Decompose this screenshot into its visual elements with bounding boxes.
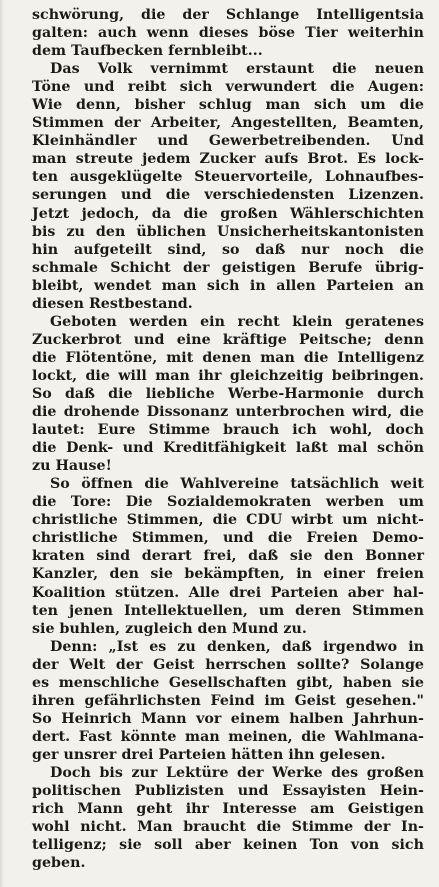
article-line: hin aufgeteilt sind, so daß nur noch die (32, 241, 424, 258)
article-line: geben. (32, 855, 86, 872)
article-line: Zuckerbrot und eine kräftige Peitsche; denn (32, 331, 424, 348)
article-line: serungen und die verschiedensten Lizenzen. (32, 187, 424, 204)
article-line: lautet: Eure Stimme brauch ich wohl, doch (32, 422, 424, 439)
article-line: ten jenen Intellektuellen, um deren Stimmen (32, 602, 424, 619)
article-line: telligenz; sie soll aber keinen Ton von sich (32, 837, 424, 854)
article-line: schwörung, die der Schlange Intelligentsia (32, 7, 424, 23)
article-line: So Heinrich Mann vor einem halben Jahrhun- (32, 710, 424, 727)
article-line: Denn: „Ist es zu denken, daß irgendwo in (50, 638, 424, 655)
article-line: politischen Publizisten und Essayisten Hein- (32, 783, 424, 800)
article-line: So öffnen die Wahlvereine tatsächlich weit (50, 476, 424, 493)
article-paragraph (32, 6, 424, 60)
article-line: bis zu den üblichen Unsicherheitskantonisten (32, 223, 424, 240)
article-line: es menschliche Gesellschaften gibt, haben sie (32, 674, 424, 691)
article-line: lockt, die will man ihr gleichzeitig beibringen. (32, 367, 424, 384)
article-line: Doch bis zur Lektüre der Werke des großen (50, 764, 424, 781)
article-paragraph (32, 313, 424, 475)
article-line: Kleinhändler und Gewerbetreibenden. Und (32, 133, 424, 150)
article-line: Koalition stützen. Alle drei Parteien aber hal- (32, 584, 424, 601)
article-line: So daß die liebliche Werbe-Harmonie durch (32, 385, 424, 402)
paper-edge-shadow (0, 0, 4, 887)
article-paragraph (32, 475, 424, 637)
article-line: Töne und reibt sich verwundert die Augen: (32, 79, 424, 96)
article-paragraph (32, 764, 424, 872)
article-line: die Denk- und Kreditfähigkeit laßt mal schön (32, 440, 424, 457)
article-line: ten ausgeklügelte Steuervorteile, Lohnaufbes- (32, 169, 424, 186)
article-line: der Welt der Geist herrschen sollte? Solange (32, 656, 424, 673)
article-paragraph (32, 638, 424, 764)
article-line: Jetzt jedoch, da die großen Wählerschichten (32, 205, 424, 222)
article-line: diesen Restbestand. (32, 295, 193, 312)
article-line: Stimmen der Arbeiter, Angestellten, Beamten, (32, 115, 424, 132)
article-column (32, 6, 424, 872)
article-line: bleibt, wendet man sich in allen Parteien an (32, 277, 424, 294)
article-line: Geboten werden ein recht klein geratenes (50, 313, 424, 330)
article-line: dert. Fast könnte man meinen, die Wahlmana- (32, 728, 424, 745)
article-line: Kanzler, den sie bekämpften, in einer freien (32, 566, 424, 583)
article-line: christliche Stimmen, die CDU wirbt um nicht- (32, 512, 424, 529)
article-line: man streute jedem Zucker aufs Brot. Es lock- (32, 151, 424, 168)
article-line: Das Volk vernimmt erstaunt die neuen (50, 61, 424, 78)
article-line: rich Mann geht ihr Interesse am Geistigen (32, 801, 424, 818)
article-line: zu Hause! (32, 458, 112, 475)
article-line: wohl nicht. Man braucht die Stimme der In- (32, 819, 424, 836)
article-line: die drohende Dissonanz unterbrochen wird, die (32, 404, 424, 421)
article-line: die Tore: Die Sozialdemokraten werben um (32, 494, 424, 511)
article-line: sie buhlen, zugleich den Mund zu. (32, 620, 307, 637)
article-line: ihren gefährlichsten Feind im Geist gesehen." (32, 692, 424, 709)
article-line: galten: auch wenn dieses böse Tier weiterhin (32, 25, 424, 42)
article-line: Wie denn, bisher schlug man sich um die (32, 97, 424, 114)
article-line: ger unsrer drei Parteien hätten ihn gelesen. (32, 746, 386, 763)
article-line: die Flötentöne, mit denen man die Intelligenz (32, 349, 424, 366)
article-line: schmale Schicht der geistigen Berufe übrig- (32, 259, 424, 276)
article-line: kraten sind derart frei, daß sie den Bonner (32, 548, 424, 565)
article-paragraph (32, 60, 424, 313)
article-line: christliche Stimmen, und die Freien Demo- (32, 530, 424, 547)
article-line: dem Taufbecken fernbleibt... (32, 43, 263, 60)
